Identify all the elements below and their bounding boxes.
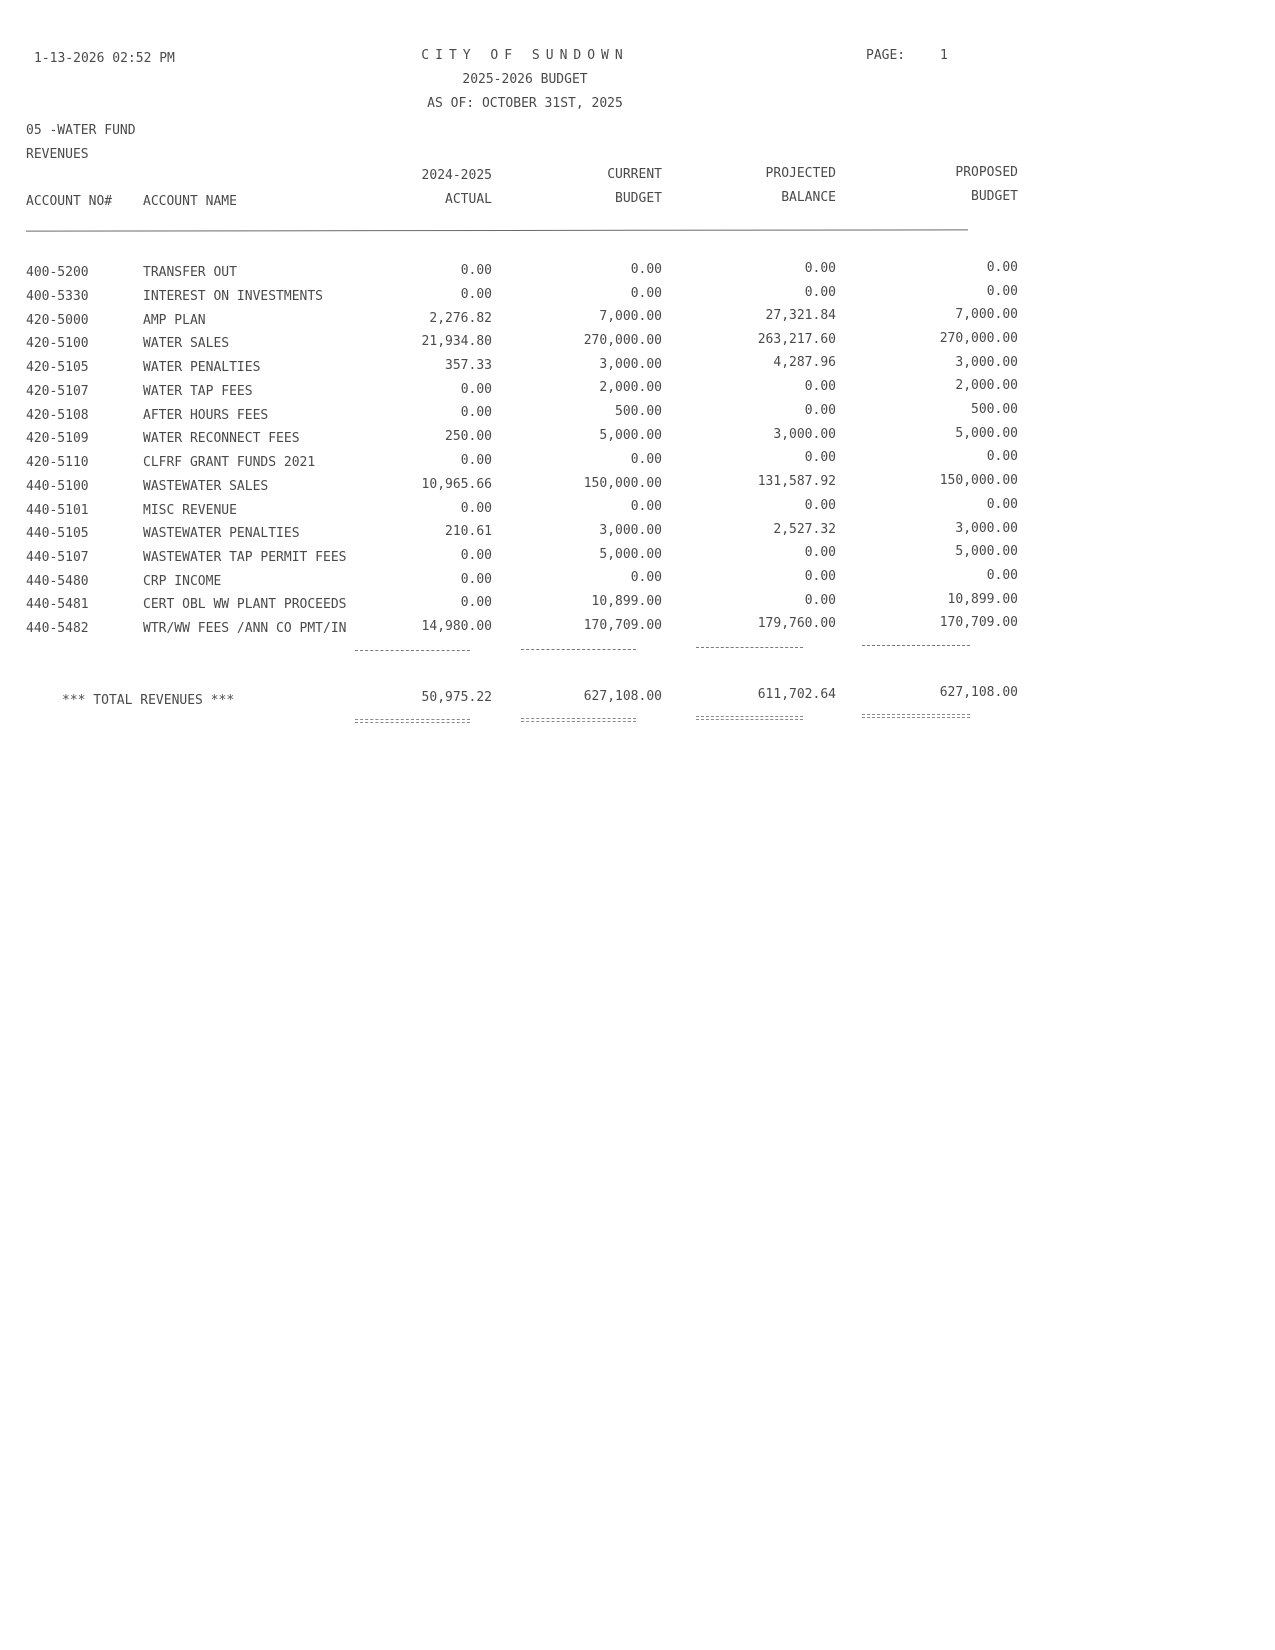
current-budget-amount: 3,000.00 [599, 357, 662, 372]
actual-amount: 357.33 [445, 358, 492, 373]
actual-amount: 2,276.82 [429, 311, 492, 326]
column-header-account-name: ACCOUNT NAME [143, 194, 237, 209]
column-header-account-no: ACCOUNT NO# [26, 194, 113, 209]
current-budget-amount: 0.00 [630, 452, 662, 467]
budget-title: 2025-2026 BUDGET [462, 72, 588, 87]
current-budget-amount: 3,000.00 [599, 523, 662, 538]
proposed-budget-amount: 170,709.00 [939, 615, 1018, 630]
proposed-budget-amount: 5,000.00 [955, 426, 1018, 441]
actual-amount: 0.00 [460, 263, 492, 278]
account-name: WASTEWATER TAP PERMIT FEES [143, 550, 347, 565]
current-budget-amount: 0.00 [630, 570, 662, 585]
account-number: 420-5108 [26, 408, 89, 423]
column-header-proposed-budget: BUDGET [971, 189, 1018, 204]
proposed-budget-amount: 500.00 [971, 402, 1018, 417]
subtotal-rule-proposed [862, 645, 970, 646]
section-title: REVENUES [26, 147, 89, 162]
account-name: CERT OBL WW PLANT PROCEEDS [143, 597, 347, 612]
proposed-budget-amount: 0.00 [986, 449, 1018, 464]
projected-balance-amount: 0.00 [804, 498, 836, 513]
column-header-current-budget: BUDGET [615, 191, 662, 206]
total-actual-amount: 50,975.22 [421, 690, 492, 705]
as-of-date: AS OF: OCTOBER 31ST, 2025 [427, 96, 623, 111]
account-number: 440-5481 [26, 597, 89, 612]
account-name: TRANSFER OUT [143, 265, 237, 280]
account-name: WASTEWATER SALES [143, 479, 269, 494]
account-name: CLFRF GRANT FUNDS 2021 [143, 455, 316, 470]
account-number: 420-5109 [26, 431, 89, 446]
account-number: 440-5100 [26, 479, 89, 494]
projected-balance-amount: 2,527.32 [773, 522, 836, 537]
proposed-budget-amount: 150,000.00 [939, 473, 1018, 488]
current-budget-amount: 2,000.00 [599, 380, 662, 395]
subtotal-rule-projected [696, 647, 803, 648]
account-number: 440-5482 [26, 621, 89, 636]
proposed-budget-amount: 5,000.00 [955, 544, 1018, 559]
projected-balance-amount: 0.00 [804, 593, 836, 608]
account-name: INTEREST ON INVESTMENTS [143, 289, 324, 304]
projected-balance-amount: 0.00 [804, 261, 836, 276]
proposed-budget-amount: 3,000.00 [955, 355, 1018, 370]
actual-amount: 14,980.00 [421, 619, 492, 634]
actual-amount: 0.00 [460, 548, 492, 563]
account-number: 420-5107 [26, 384, 89, 399]
proposed-budget-amount: 0.00 [986, 284, 1018, 299]
actual-amount: 0.00 [460, 453, 492, 468]
total-double-rule-current [521, 718, 636, 722]
subtotal-rule-current [521, 649, 636, 650]
account-number: 420-5000 [26, 313, 89, 328]
projected-balance-amount: 27,321.84 [765, 308, 836, 323]
total-double-rule-projected [696, 716, 803, 720]
page-number: 1 [940, 48, 948, 63]
proposed-budget-amount: 2,000.00 [955, 378, 1018, 393]
current-budget-amount: 0.00 [630, 499, 662, 514]
account-name: AFTER HOURS FEES [143, 408, 269, 423]
account-name: CRP INCOME [143, 574, 222, 589]
account-name: MISC REVENUE [143, 503, 237, 518]
column-header-projected-balance: BALANCE [781, 190, 836, 205]
proposed-budget-amount: 7,000.00 [955, 307, 1018, 322]
account-name: WATER RECONNECT FEES [143, 431, 300, 446]
projected-balance-amount: 0.00 [804, 403, 836, 418]
proposed-budget-amount: 3,000.00 [955, 521, 1018, 536]
projected-balance-amount: 0.00 [804, 285, 836, 300]
current-budget-amount: 10,899.00 [591, 594, 662, 609]
proposed-budget-amount: 0.00 [986, 497, 1018, 512]
account-name: WATER SALES [143, 336, 230, 351]
projected-balance-amount: 0.00 [804, 545, 836, 560]
account-number: 440-5105 [26, 526, 89, 541]
total-proposed-budget-amount: 627,108.00 [939, 685, 1018, 700]
projected-balance-amount: 179,760.00 [757, 616, 836, 631]
column-header-proposed: PROPOSED [955, 165, 1018, 180]
current-budget-amount: 270,000.00 [583, 333, 662, 348]
actual-amount: 21,934.80 [421, 334, 492, 349]
column-header-current: CURRENT [607, 167, 662, 182]
account-number: 400-5330 [26, 289, 89, 304]
account-number: 420-5110 [26, 455, 89, 470]
current-budget-amount: 5,000.00 [599, 547, 662, 562]
actual-amount: 10,965.66 [421, 477, 492, 492]
actual-amount: 250.00 [445, 429, 492, 444]
projected-balance-amount: 0.00 [804, 379, 836, 394]
account-number: 440-5101 [26, 503, 89, 518]
current-budget-amount: 0.00 [630, 286, 662, 301]
projected-balance-amount: 263,217.60 [757, 332, 836, 347]
report-timestamp: 1-13-2026 02:52 PM [34, 51, 175, 66]
actual-amount: 0.00 [460, 382, 492, 397]
proposed-budget-amount: 0.00 [986, 568, 1018, 583]
fund-name: 05 -WATER FUND [26, 123, 136, 138]
total-revenues-label: *** TOTAL REVENUES *** [62, 693, 235, 708]
projected-balance-amount: 0.00 [804, 569, 836, 584]
account-number: 420-5105 [26, 360, 89, 375]
actual-amount: 210.61 [445, 524, 492, 539]
account-name: AMP PLAN [143, 313, 206, 328]
projected-balance-amount: 4,287.96 [773, 355, 836, 370]
current-budget-amount: 0.00 [630, 262, 662, 277]
current-budget-amount: 150,000.00 [583, 476, 662, 491]
actual-amount: 0.00 [460, 501, 492, 516]
account-name: WATER TAP FEES [143, 384, 253, 399]
account-name: WATER PENALTIES [143, 360, 261, 375]
current-budget-amount: 170,709.00 [583, 618, 662, 633]
subtotal-rule-actual [355, 650, 470, 651]
total-double-rule-proposed [862, 714, 970, 718]
total-double-rule-actual [355, 719, 470, 723]
current-budget-amount: 500.00 [615, 404, 662, 419]
projected-balance-amount: 0.00 [804, 450, 836, 465]
actual-amount: 0.00 [460, 595, 492, 610]
total-current-budget-amount: 627,108.00 [583, 689, 662, 704]
proposed-budget-amount: 270,000.00 [939, 331, 1018, 346]
proposed-budget-amount: 10,899.00 [947, 592, 1018, 607]
account-number: 400-5200 [26, 265, 89, 280]
total-projected-balance-amount: 611,702.64 [757, 687, 836, 702]
actual-amount: 0.00 [460, 405, 492, 420]
account-name: WTR/WW FEES /ANN CO PMT/IN [143, 621, 347, 636]
projected-balance-amount: 131,587.92 [757, 474, 836, 489]
column-header-projected: PROJECTED [765, 166, 836, 181]
proposed-budget-amount: 0.00 [986, 260, 1018, 275]
actual-amount: 0.00 [460, 287, 492, 302]
page-label: PAGE: [866, 48, 906, 63]
current-budget-amount: 7,000.00 [599, 309, 662, 324]
account-number: 440-5107 [26, 550, 89, 565]
account-number: 440-5480 [26, 574, 89, 589]
city-title: CITY OF SUNDOWN [421, 48, 629, 63]
current-budget-amount: 5,000.00 [599, 428, 662, 443]
header-underline [26, 229, 968, 231]
column-header-actual-year: 2024-2025 [421, 168, 492, 183]
account-name: WASTEWATER PENALTIES [143, 526, 300, 541]
column-header-actual: ACTUAL [445, 192, 492, 207]
projected-balance-amount: 3,000.00 [773, 427, 836, 442]
account-number: 420-5100 [26, 336, 89, 351]
actual-amount: 0.00 [460, 572, 492, 587]
